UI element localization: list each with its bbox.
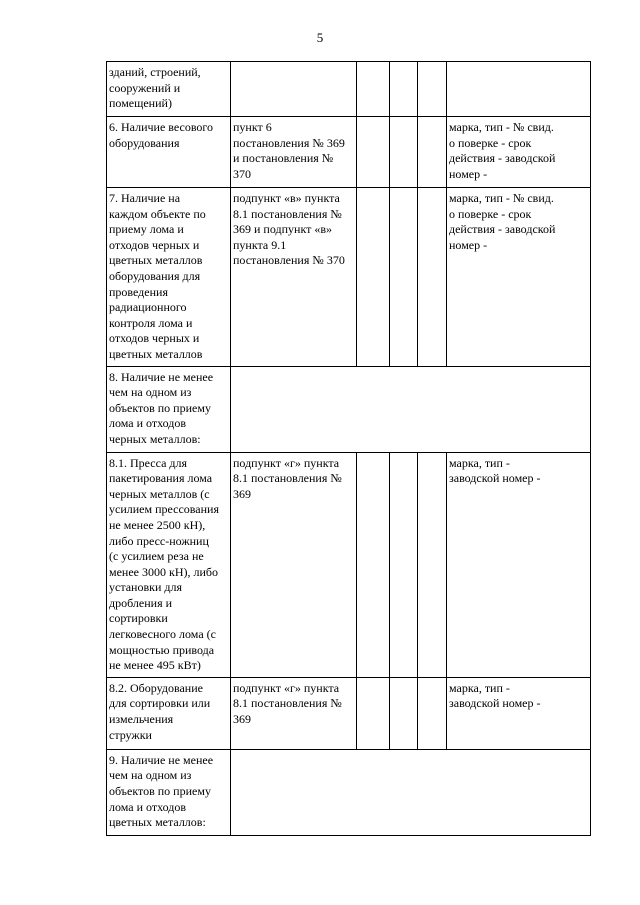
cell-legal-basis: подпункт «г» пункта 8.1 постановления № 369 bbox=[231, 677, 357, 749]
cell-requirement: 7. Наличие на каждом объекте по приему лома и отходов черных и цветных металлов оборудования для проведения радиационного контроля лома и отходов черных и цветных металлов bbox=[107, 188, 231, 367]
table-row bbox=[107, 452, 591, 677]
cell-legal-basis: подпункт «г» пункта 8.1 постановления № 369 bbox=[231, 452, 357, 677]
cell-requirement: 6. Наличие весового оборудования bbox=[107, 117, 231, 188]
table-row bbox=[107, 749, 591, 835]
table-row bbox=[107, 62, 591, 117]
cell-merged-empty bbox=[231, 366, 591, 452]
cell-requirement: 8.1. Пресса для пакетирования лома черных металлов (с усилием прессования не менее 2500 кН), либо пресс-ножниц (с усилием реза не менее 3000 кН), либо установки для дробления и сортировки легковесного лома (с мощностью привода не менее 495 кВт) bbox=[107, 452, 231, 677]
cell-section-heading: 9. Наличие не менее чем на одном из объектов по приему лома и отходов цветных металлов: bbox=[107, 749, 231, 835]
cell-check-no bbox=[390, 117, 418, 188]
cell-section-heading: 8. Наличие не менее чем на одном из объектов по приему лома и отходов черных металлов: bbox=[107, 366, 231, 452]
cell-check-no bbox=[390, 677, 418, 749]
cell-notes bbox=[447, 62, 591, 117]
cell-requirement: 8.2. Оборудование для сортировки или измельчения стружки bbox=[107, 677, 231, 749]
cell-legal-basis: подпункт «в» пункта 8.1 постановления № 369 и подпункт «в» пункта 9.1 постановления № 370 bbox=[231, 188, 357, 367]
cell-legal-basis: пункт 6 постановления № 369 и постановления № 370 bbox=[231, 117, 357, 188]
page-number: 5 bbox=[316, 30, 324, 45]
cell-notes: марка, тип - № свид. о поверке - срок действия - заводской номер - bbox=[447, 188, 591, 367]
cell-check-no bbox=[390, 62, 418, 117]
cell-check-na bbox=[418, 188, 447, 367]
table-row bbox=[107, 188, 591, 367]
requirements-table bbox=[106, 61, 591, 836]
cell-check-yes bbox=[357, 117, 390, 188]
cell-check-no bbox=[390, 452, 418, 677]
cell-legal-basis bbox=[231, 62, 357, 117]
table-row bbox=[107, 117, 591, 188]
cell-check-yes bbox=[357, 62, 390, 117]
cell-merged-empty bbox=[231, 749, 591, 835]
table-row bbox=[107, 366, 591, 452]
cell-check-yes bbox=[357, 677, 390, 749]
cell-check-no bbox=[390, 188, 418, 367]
cell-check-na bbox=[418, 677, 447, 749]
cell-requirement: зданий, строений, сооружений и помещений) bbox=[107, 62, 231, 117]
cell-check-na bbox=[418, 452, 447, 677]
cell-notes: марка, тип - заводской номер - bbox=[447, 452, 591, 677]
table-row bbox=[107, 677, 591, 749]
cell-check-na bbox=[418, 117, 447, 188]
cell-notes: марка, тип - заводской номер - bbox=[447, 677, 591, 749]
cell-check-yes bbox=[357, 188, 390, 367]
cell-check-na bbox=[418, 62, 447, 117]
cell-check-yes bbox=[357, 452, 390, 677]
cell-notes: марка, тип - № свид. о поверке - срок действия - заводской номер - bbox=[447, 117, 591, 188]
